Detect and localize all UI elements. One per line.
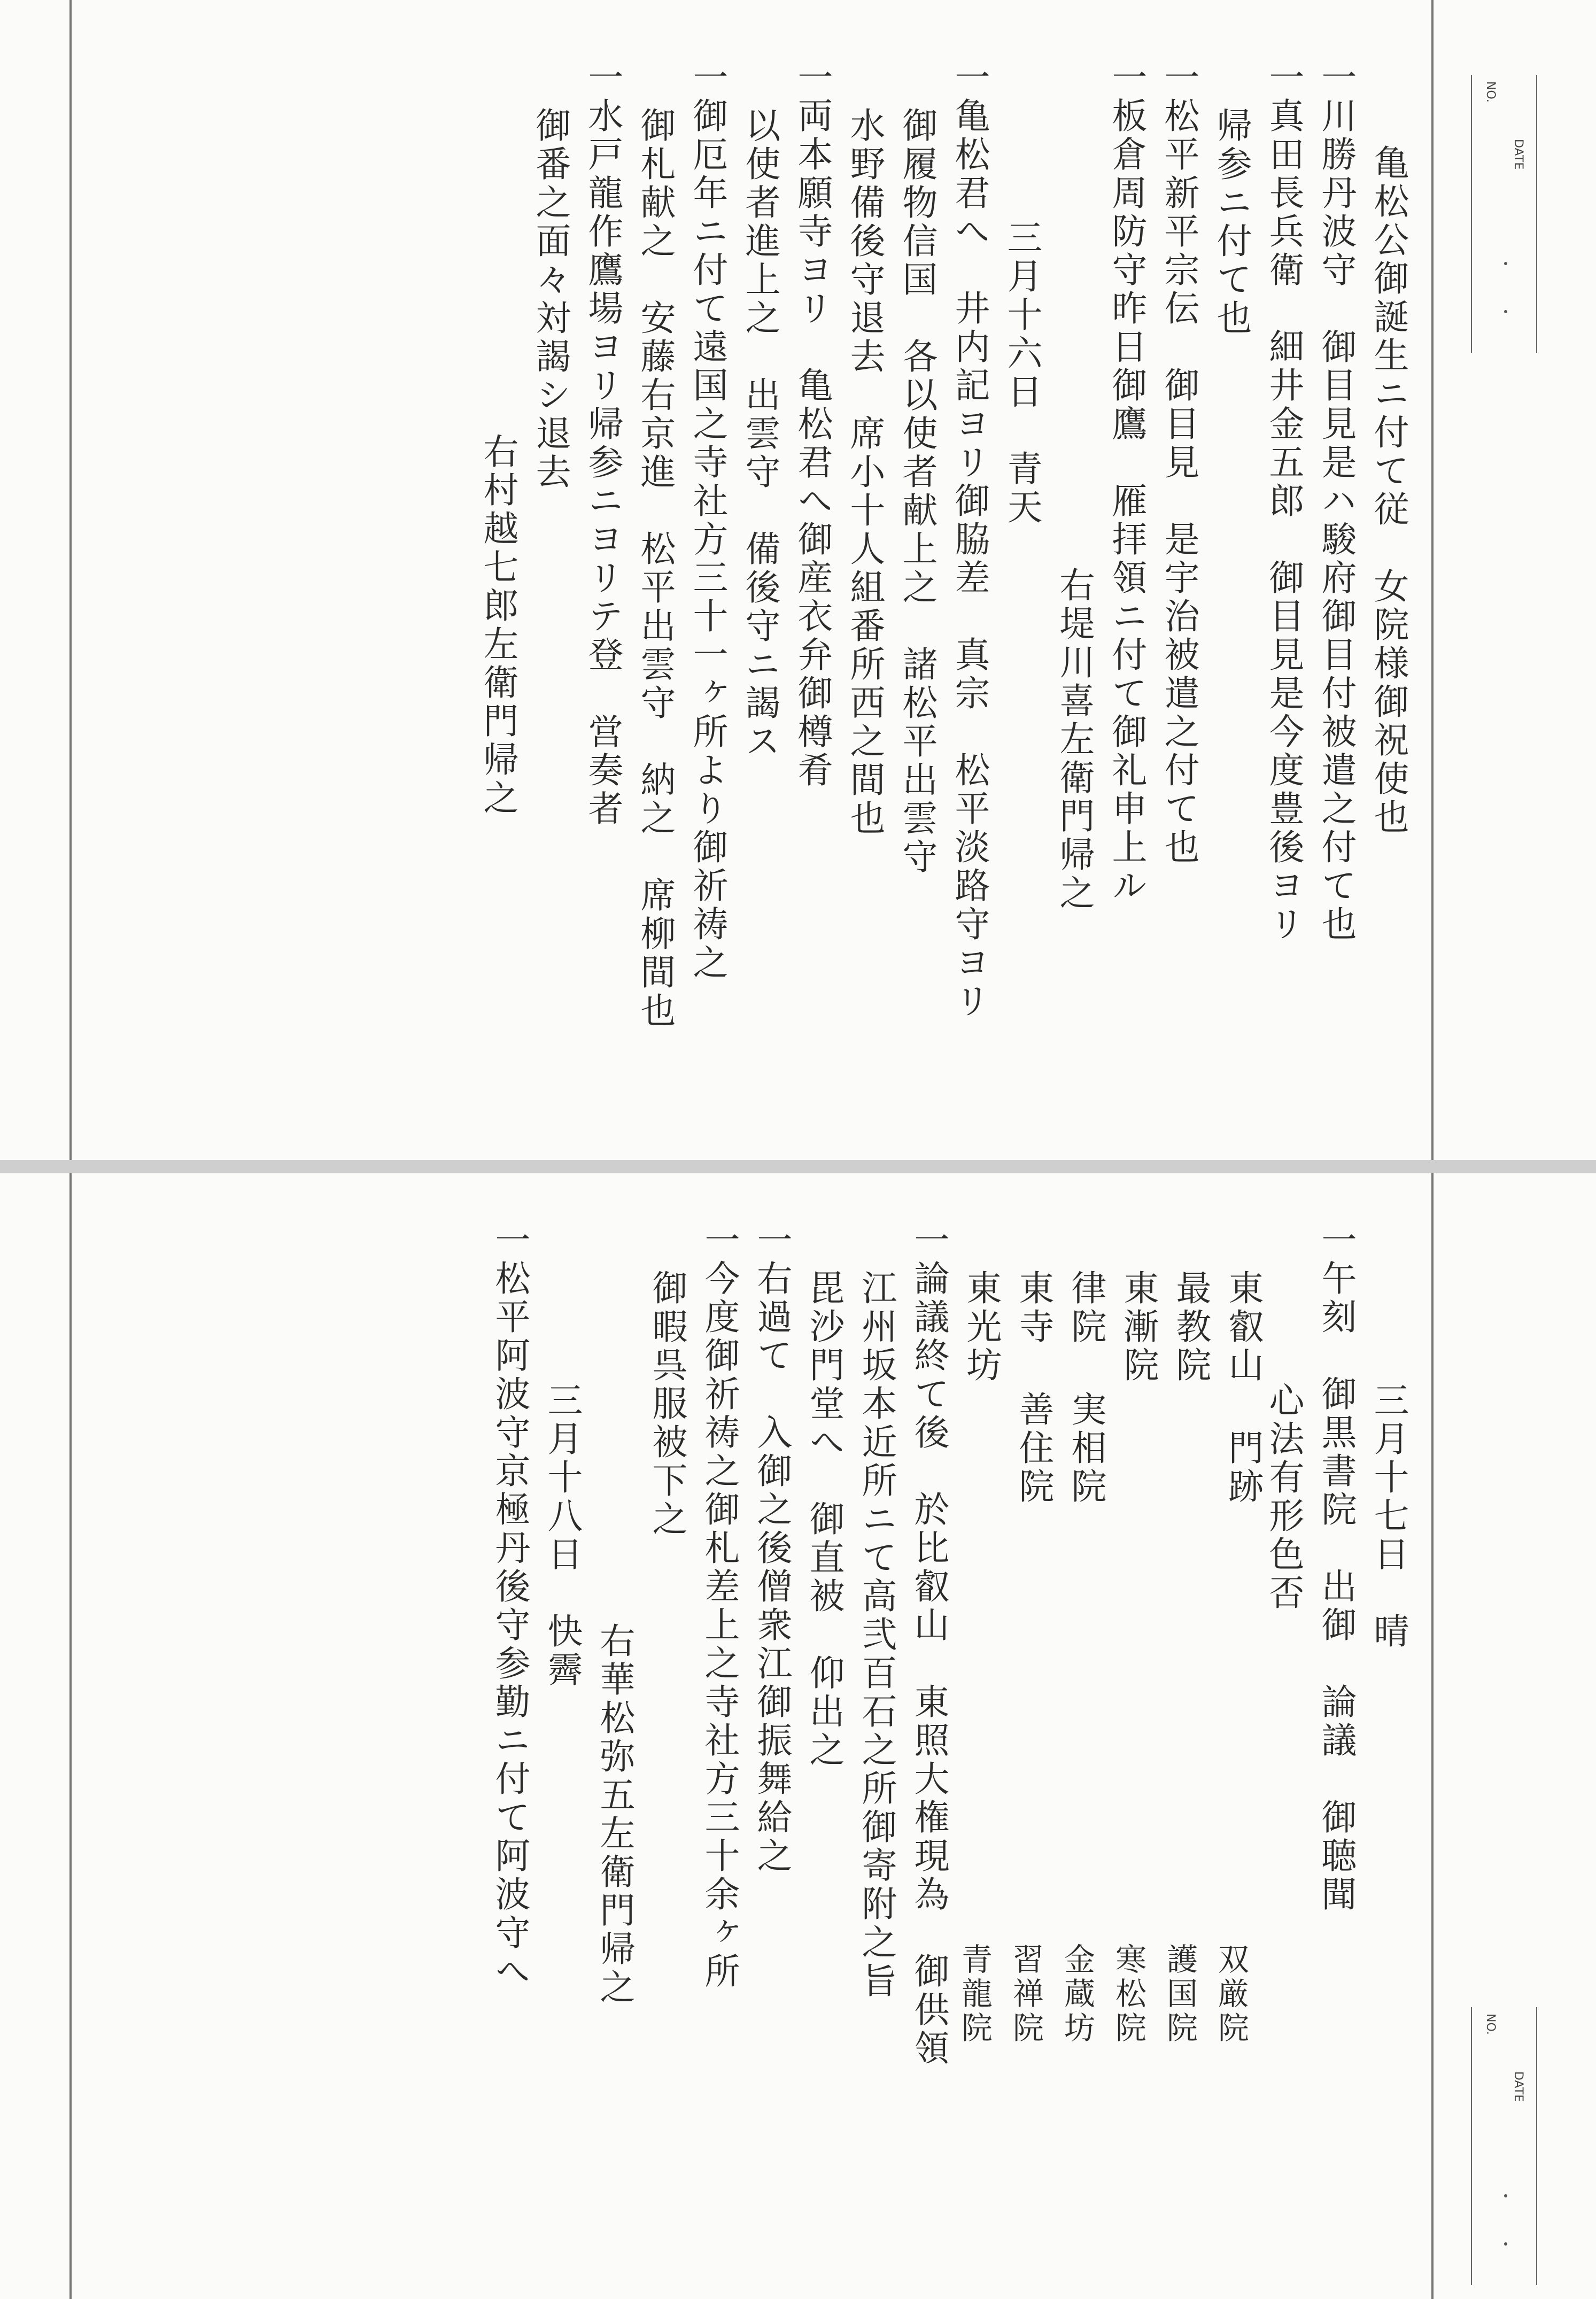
text-column: 帰参ニ付て也 — [1211, 107, 1252, 338]
signature-line: 右村越七郎左衛門帰之 — [477, 433, 518, 818]
no-date-header — [1471, 75, 1537, 353]
text-column: 以使者進上之 出雲守 備後守ニ謁ス — [739, 107, 780, 761]
text-column: 御札献之 安藤右京進 松平出雲守 納之 席柳間也 — [634, 107, 676, 1031]
date-heading: 三月十七日 晴 — [1368, 1382, 1409, 1651]
date-label: DATE — [1512, 2071, 1525, 2102]
text-column: 水野備後守退去 席小十人組番所西之間也 — [844, 107, 885, 838]
text-column: 一亀松君へ 井内記ヨリ御脇差 真宗 松平淡路守ヨリ — [949, 59, 990, 1021]
text-column: 一松平新平宗伝 御目見 是宇治被遣之付て也 — [1158, 59, 1199, 867]
page-seam — [0, 1160, 1596, 1173]
participant-column: 東寺 善住院 — [1013, 1270, 1054, 1506]
text-column: 一両本願寺ヨリ 亀松君へ御産衣弁御樽肴 — [792, 59, 833, 790]
signature-line: 右堤川喜左衛門帰之 — [1053, 567, 1095, 913]
date-heading: 三月十八日 快霽 — [541, 1382, 583, 1690]
text-column: 一川勝丹波守 御目見是ハ駿府御目付被遣之付て也 — [1315, 59, 1357, 944]
margin-line-left — [69, 0, 72, 1160]
text-column: 一水戸龍作鷹場ヨリ帰参ニヨリテ登 営奏者 — [582, 59, 623, 829]
top-text-columns — [91, 59, 1409, 1149]
text-column: 一論議終て後 於比叡山 東照大権現為 御供領 — [908, 1221, 949, 2068]
text-column: 江州坂本近所ニて高弐百石之所御寄附之旨 — [856, 1270, 897, 2001]
text-column: 一御厄年ニ付て遠国之寺社方三十一ヶ所より御祈祷之 — [687, 59, 728, 982]
no-date-header — [1471, 2007, 1537, 2285]
text-column: 一午刻 御黒書院 出御 論議 御聴聞 — [1315, 1221, 1357, 1914]
notebook-page-bottom — [0, 1173, 1596, 2299]
text-column: 亀松公御誕生ニ付て従 女院様御祝使也 — [1368, 144, 1409, 837]
date-separator-dot — [1504, 2194, 1507, 2197]
participant-name: 寒松院 — [1110, 1943, 1146, 2046]
participant-column: 律院 実相院 — [1065, 1270, 1106, 1506]
text-column: 一真田長兵衛 細井金五郎 御目見是今度豊後ヨリ — [1263, 59, 1304, 944]
date-separator-dot — [1504, 310, 1507, 313]
debate-topic: 心法有形色否 — [1263, 1382, 1304, 1613]
signature-line: 右華松弥五左衛門帰之 — [594, 1622, 635, 2007]
margin-line-right — [1431, 1173, 1434, 2299]
text-column: 御暇呉服被下之 — [646, 1270, 687, 1539]
participant-column: 東叡山 門跡 — [1222, 1270, 1264, 1506]
text-column: 一今度御祈祷之御札差上之寺社方三十余ヶ所 — [699, 1221, 740, 1991]
no-label: NO. — [1484, 81, 1497, 103]
text-column: 一板倉周防守昨日御鷹 雁拝領ニ付て御礼申上ル — [1106, 59, 1147, 905]
participant-name: 青龍院 — [956, 1943, 993, 2046]
participant-column: 最教院 — [1170, 1270, 1211, 1385]
text-column: 御番之面々対謁シ退去 — [530, 107, 571, 492]
date-heading: 三月十六日 青天 — [1001, 219, 1042, 527]
bottom-text-columns — [91, 1221, 1409, 2288]
participant-name: 護国院 — [1161, 1943, 1198, 2046]
margin-line-right — [1431, 0, 1434, 1160]
no-label: NO. — [1484, 2014, 1497, 2035]
participant-name: 双厳院 — [1213, 1943, 1249, 2046]
date-separator-dot — [1504, 2242, 1507, 2246]
participant-column: 東漸院 — [1118, 1270, 1159, 1385]
text-column: 一松平阿波守京極丹後守参勤ニ付て阿波守へ — [489, 1221, 530, 1991]
text-column: 毘沙門堂へ 御直被 仰出之 — [803, 1270, 845, 1770]
participant-column: 東光坊 — [960, 1270, 1002, 1385]
date-label: DATE — [1512, 139, 1525, 170]
text-column: 一右過て 入御之後僧衆江御振舞給之 — [751, 1221, 792, 1876]
participant-name: 習禅院 — [1008, 1943, 1044, 2046]
participant-name: 金蔵坊 — [1059, 1943, 1095, 2046]
date-separator-dot — [1504, 262, 1507, 265]
margin-line-left — [69, 1173, 72, 2299]
text-column: 御履物信国 各以使者献上之 諸松平出雲守 — [896, 107, 938, 877]
